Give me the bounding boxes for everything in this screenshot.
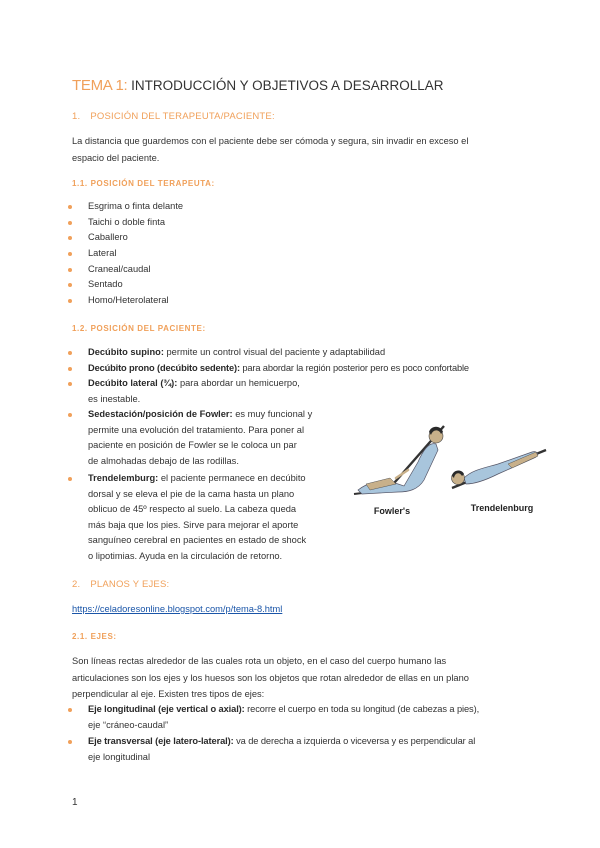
term: Decúbito prono (decúbito sedente): [88,363,240,373]
description: eje longitudinal [88,751,151,762]
paragraph-line: articulaciones son los ejes y los huesos son los objetos que rotan alrededor de ellas en un plano [72,672,469,683]
list-item: Homo/Heterolateral [88,293,169,309]
subsection-2-1-heading: 2.1. EJES: [72,632,117,641]
title-rest: INTRODUCCIÓN Y OBJETIVOS A DESARROLLAR [127,78,444,93]
paragraph-line: Son líneas rectas alrededor de las cuales rota un objeto, en el caso del cuerpo humano las [72,656,447,666]
intro-line: La distancia que guardemos con el paciente debe ser cómoda y segura, sin invadir en exceso el [72,136,469,146]
fowler-trendelenburg-figure [348,398,550,520]
paragraph-line: perpendicular al eje. Existen tres tipos de ejes: [72,689,265,699]
section-1-intro [72,133,468,166]
page-number: 1 [72,797,78,808]
description: oblicuo de 45º respecto al suelo. La cabeza queda [88,504,297,514]
list-item: Sentado [88,277,123,293]
term: Sedestación/posición de Fowler: [88,409,233,419]
description: sanguíneo cerebral en pacientes en estado de shock [88,535,307,545]
section-2-title: PLANOS Y EJES: [90,579,170,590]
description: paciente en posición de Fowler se le coloca un par [88,440,297,450]
subsection-1-1-heading: 1.1. POSICIÓN DEL TERAPEUTA: [72,179,215,188]
list-item-eje-longitudinal [88,702,548,733]
reference-link[interactable]: https://celadoresonline.blogspot.com/p/tema-8.html [72,604,283,614]
description: eje “cráneo-caudal” [88,719,169,730]
description: es muy funcional y [232,409,313,419]
term: Eje longitudinal (eje vertical o axial): [88,704,245,714]
trendelenburg-label: Trendelenburg [470,503,534,513]
section-2-heading [72,579,169,590]
page-title [72,76,444,95]
term: Decúbito supino: [88,347,164,357]
description: recorre el cuerpo en toda su longitud (de cabezas a pies), [244,704,480,714]
description: dorsal y se eleva el pie de la cama hasta un plano [88,488,295,499]
list-item-trendelemburg [88,471,348,564]
term: Decúbito lateral (¾): [88,378,178,388]
intro-line: espacio del paciente. [72,152,160,163]
title-tema: TEMA 1: [72,77,128,94]
description: el paciente permanece en decúbito [158,473,306,483]
list-item: Caballero [88,230,128,246]
description: más baja que los pies. Sirve para mejorar el aporte [88,519,299,530]
list-item-decubito-prono [88,361,558,377]
term: Eje transversal (eje latero-lateral): [88,736,234,746]
description: va de derecha a izquierda o viceversa y es perpendicular al [233,736,476,746]
subsection-1-2-heading: 1.2. POSICIÓN DEL PACIENTE: [72,324,206,333]
section-1-title: POSICIÓN DEL TERAPEUTA/PACIENTE: [90,111,275,122]
description: permite un control visual del paciente y adaptabilidad [163,347,386,357]
term: Trendelemburg: [88,473,159,483]
list-item: Lateral [88,246,116,262]
list-item-decubito-supino [88,345,548,361]
description: o lipotimias. Ayuda en la circulación de retorno. [88,550,283,561]
description: permite una evolución del tratamiento. Para poner al [88,424,305,435]
section-1-heading [72,111,275,122]
list-item: Esgrima o finta delante [88,199,183,215]
description: de almohadas debajo de las rodillas. [88,455,239,466]
list-item: Craneal/caudal [88,262,151,278]
list-item-eje-transversal [88,734,548,765]
section-2-1-paragraph [72,653,542,703]
section-2-number: 2. [72,579,81,590]
list-item-fowler [88,407,348,469]
description: para abordar la región posterior pero es poco confortable [239,363,469,373]
list-item-decubito-lateral [88,376,348,407]
description: para abordar un hemicuerpo, [177,378,300,388]
description: es inestable. [88,393,141,404]
list-item: Taichi o doble finta [88,215,165,231]
section-1-number: 1. [72,111,81,122]
fowler-label: Fowler's [373,506,411,516]
